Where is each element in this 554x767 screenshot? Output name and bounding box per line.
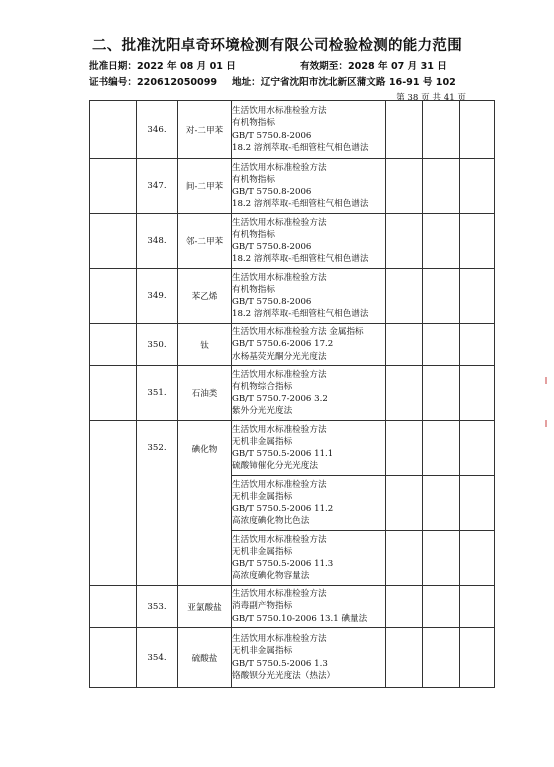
method-line: 无机非金属指标	[232, 546, 293, 557]
table-row	[90, 366, 495, 421]
item-number: 352.	[137, 421, 178, 586]
method-line: 18.2 溶剂萃取-毛细管柱气相色谱法	[232, 199, 369, 210]
item-name: 硫酸盐	[178, 628, 232, 688]
method-line: 18.2 溶剂萃取-毛细管柱气相色谱法	[232, 142, 369, 153]
method-line: 18.2 溶剂萃取-毛细管柱气相色谱法	[232, 309, 369, 320]
method-line: GB/T 5750.8-2006	[232, 242, 312, 252]
method-cell	[232, 586, 386, 628]
table-row	[90, 421, 495, 476]
item-number: 354.	[137, 628, 178, 688]
method-line: 紫外分光光度法	[232, 406, 293, 417]
method-line: 生活饮用水标准检验方法	[232, 534, 327, 545]
table-row	[90, 159, 495, 214]
method-line: 高浓度碘化物容量法	[232, 571, 310, 582]
address-label: 地址：	[232, 77, 261, 88]
item-name: 石油类	[178, 366, 232, 421]
method-cell	[232, 366, 386, 421]
method-line: 消毒副产物指标	[232, 601, 293, 612]
table-row	[90, 324, 495, 366]
method-line: GB/T 5750.8-2006	[232, 297, 312, 307]
certificate-number	[89, 74, 217, 88]
method-cell	[232, 269, 386, 324]
validity-date-value: 2028 年 07 月 31 日	[347, 61, 447, 72]
method-line: GB/T 5750.5-2006 11.3	[232, 559, 334, 569]
method-line: 有机物综合指标	[232, 381, 293, 392]
method-line: 生活饮用水标准检验方法	[232, 369, 327, 380]
method-line: 生活饮用水标准检验方法 金属指标	[232, 327, 364, 338]
item-number: 347.	[137, 159, 178, 214]
table-row	[90, 214, 495, 269]
method-line: 无机非金属指标	[232, 491, 293, 502]
item-number: 349.	[137, 269, 178, 324]
item-name: 钛	[178, 324, 232, 366]
method-cell	[232, 628, 386, 688]
method-line: GB/T 5750.5-2006 11.2	[232, 504, 334, 514]
method-line: 有机物指标	[232, 229, 275, 240]
address-value: 辽宁省沈阳市沈北新区蒲文路 16-91 号 102	[260, 77, 456, 88]
method-cell	[232, 159, 386, 214]
method-line: GB/T 5750.8-2006	[232, 130, 312, 141]
method-line: 生活饮用水标准检验方法	[232, 589, 327, 600]
item-number: 351.	[137, 366, 178, 421]
validity-date	[300, 58, 447, 72]
item-name: 对-二甲苯	[178, 101, 232, 159]
method-line: 生活饮用水标准检验方法	[232, 106, 327, 117]
approval-date-label: 批准日期：	[89, 61, 137, 72]
item-name: 亚氯酸盐	[178, 586, 232, 628]
method-line: GB/T 5750.8-2006	[232, 187, 312, 197]
method-cell	[232, 324, 386, 366]
capability-table	[89, 100, 495, 688]
method-line: 生活饮用水标准检验方法	[232, 217, 327, 228]
method-line: 有机物指标	[232, 174, 275, 185]
item-name: 苯乙烯	[178, 269, 232, 324]
method-line: 高浓度碘化物比色法	[232, 516, 310, 527]
method-line: 铬酸钡分光光度法（热法）	[232, 670, 336, 681]
method-cell	[232, 531, 386, 586]
approval-date	[89, 58, 236, 72]
table-row	[90, 628, 495, 688]
table-row	[90, 269, 495, 324]
item-name: 碘化物	[178, 421, 232, 586]
method-line: 无机非金属指标	[232, 436, 293, 447]
method-cell	[232, 214, 386, 269]
method-cell	[232, 421, 386, 476]
item-name: 邻-二甲苯	[178, 214, 232, 269]
page-number: 第 38 页 共 41 页	[396, 93, 466, 103]
seal-edge-mark	[545, 420, 547, 427]
item-number: 348.	[137, 214, 178, 269]
method-line: 无机非金属指标	[232, 646, 293, 657]
method-line: 18.2 溶剂萃取-毛细管柱气相色谱法	[232, 254, 369, 265]
method-line: 生活饮用水标准检验方法	[232, 272, 327, 283]
certificate-label: 证书编号：	[89, 77, 137, 88]
method-line: 硫酸铈催化分光光度法	[232, 461, 318, 472]
item-number: 346.	[137, 101, 178, 159]
document-title: 二、批准沈阳卓奇环境检测有限公司检验检测的能力范围	[92, 38, 462, 54]
certificate-value: 220612050099	[136, 77, 218, 88]
method-line: GB/T 5750.5-2006 1.3	[232, 658, 328, 669]
item-number: 353.	[137, 586, 178, 628]
item-name: 间-二甲苯	[178, 159, 232, 214]
table-row	[90, 101, 495, 159]
method-cell	[232, 101, 386, 159]
method-line: 有机物指标	[232, 284, 275, 295]
method-line: GB/T 5750.7-2006 3.2	[232, 394, 328, 404]
method-cell	[232, 476, 386, 531]
method-line: 生活饮用水标准检验方法	[232, 162, 327, 173]
item-number: 350.	[137, 324, 178, 366]
table-row	[90, 586, 495, 628]
method-line: 有机物指标	[232, 118, 275, 129]
method-line: GB/T 5750.6-2006 17.2	[232, 339, 334, 350]
approval-date-value: 2022 年 08 月 01 日	[136, 61, 236, 72]
address	[232, 74, 456, 88]
method-line: 生活饮用水标准检验方法	[232, 424, 327, 435]
method-line: 生活饮用水标准检验方法	[232, 634, 327, 645]
method-line: GB/T 5750.10-2006 13.1 碘量法	[232, 613, 368, 624]
method-line: GB/T 5750.5-2006 11.1	[232, 449, 334, 459]
seal-edge-mark	[545, 377, 547, 384]
method-line: 生活饮用水标准检验方法	[232, 479, 327, 490]
validity-date-label: 有效期至：	[300, 61, 348, 72]
method-line: 水杨基荧光酮分光光度法	[232, 351, 327, 362]
